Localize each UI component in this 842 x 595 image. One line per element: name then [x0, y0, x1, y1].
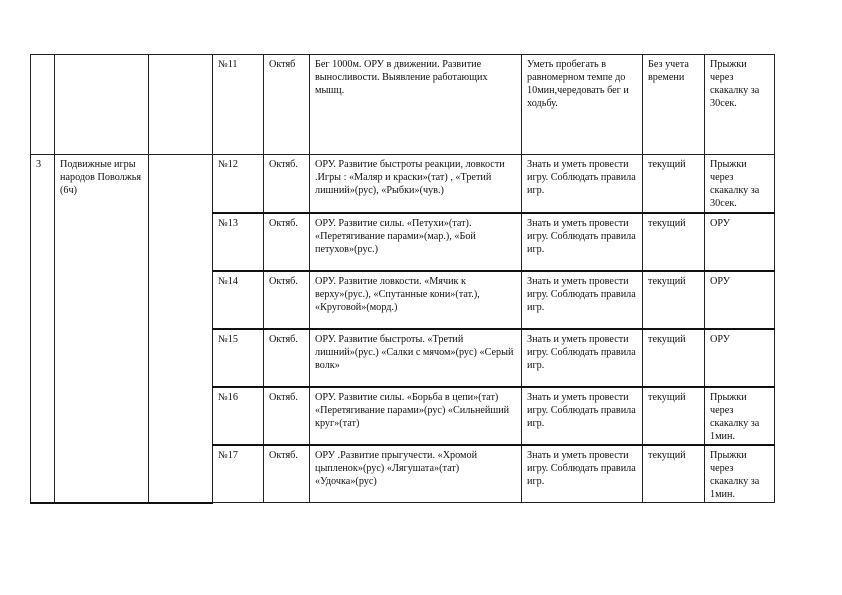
- control-cell: текущий: [643, 329, 705, 387]
- requirements-cell: Знать и уметь провести игру. Соблюдать правила игр.: [522, 155, 643, 213]
- table-row: [31, 55, 775, 155]
- control-cell: Без учета времени: [643, 55, 705, 155]
- content-cell: ОРУ .Развитие прыгучести. «Хромой цыпленок»(рус) «Лягушата»(тат) «Удочка»(рус): [310, 445, 522, 503]
- homework-cell: ОРУ: [705, 213, 775, 271]
- content-cell: ОРУ. Развитие силы. «Борьба в цепи»(тат) «Перетягивание парами»(рус) «Сильнейший круг»(тат): [310, 387, 522, 445]
- month-cell: Октяб.: [264, 155, 310, 213]
- lesson-number-cell: №11: [213, 55, 264, 155]
- month-cell: Октяб.: [264, 387, 310, 445]
- requirements-cell: Знать и уметь провести игру. Соблюдать правила игр.: [522, 387, 643, 445]
- requirements-cell: Знать и уметь провести игру. Соблюдать правила игр.: [522, 329, 643, 387]
- control-cell: текущий: [643, 271, 705, 329]
- lesson-number-cell: №13: [213, 213, 264, 271]
- table-row: [31, 155, 775, 213]
- lesson-number-cell: №14: [213, 271, 264, 329]
- lesson-number-cell: №15: [213, 329, 264, 387]
- homework-cell: ОРУ: [705, 329, 775, 387]
- requirements-cell: Знать и уметь провести игру. Соблюдать правила игр.: [522, 271, 643, 329]
- control-cell: текущий: [643, 445, 705, 503]
- section-title-cell: Подвижные игры народов Поволжья (6ч): [55, 155, 149, 503]
- requirements-cell: Уметь пробегать в равномерном темпе до 10мин,чередовать бег и ходьбу.: [522, 55, 643, 155]
- content-cell: ОРУ. Развитие быстроты реакции, ловкости .Игры : «Маляр и краски»(тат) , «Третий лишний»(рус), «Рыбки»(чув.): [310, 155, 522, 213]
- content-cell: ОРУ. Развитие силы. «Петухи»(тат). «Перетягивание парами»(мар.), «Бой петухов»(рус.): [310, 213, 522, 271]
- hours-cell: [149, 55, 213, 155]
- hours-cell: [149, 155, 213, 503]
- section-number-cell: [31, 55, 55, 155]
- control-cell: текущий: [643, 213, 705, 271]
- content-cell: ОРУ. Развитие быстроты. «Третий лишний»(рус.) «Салки с мячом»(рус) «Серый волк»: [310, 329, 522, 387]
- content-cell: Бег 1000м. ОРУ в движении. Развитие выносливости. Выявление работающих мышц.: [310, 55, 522, 155]
- requirements-cell: Знать и уметь провести игру. Соблюдать правила игр.: [522, 445, 643, 503]
- lesson-number-cell: №17: [213, 445, 264, 503]
- requirements-cell: Знать и уметь провести игру. Соблюдать правила игр.: [522, 213, 643, 271]
- control-cell: текущий: [643, 387, 705, 445]
- homework-cell: Прыжки через скакалку за 30сек.: [705, 55, 775, 155]
- month-cell: Октяб.: [264, 445, 310, 503]
- lesson-number-cell: №16: [213, 387, 264, 445]
- month-cell: Октяб.: [264, 329, 310, 387]
- homework-cell: ОРУ: [705, 271, 775, 329]
- section-number-cell: 3: [31, 155, 55, 503]
- lesson-number-cell: №12: [213, 155, 264, 213]
- homework-cell: Прыжки через скакалку за 1мин.: [705, 387, 775, 445]
- month-cell: Октяб.: [264, 271, 310, 329]
- content-cell: ОРУ. Развитие ловкости. «Мячик к верху»(рус.), «Спутанные кони»(тат.), «Круговой»(морд.): [310, 271, 522, 329]
- control-cell: текущий: [643, 155, 705, 213]
- section-title-cell: [55, 55, 149, 155]
- lesson-plan-table: [30, 54, 775, 504]
- homework-cell: Прыжки через скакалку за 30сек.: [705, 155, 775, 213]
- month-cell: Октяб: [264, 55, 310, 155]
- month-cell: Октяб.: [264, 213, 310, 271]
- homework-cell: Прыжки через скакалку за 1мин.: [705, 445, 775, 503]
